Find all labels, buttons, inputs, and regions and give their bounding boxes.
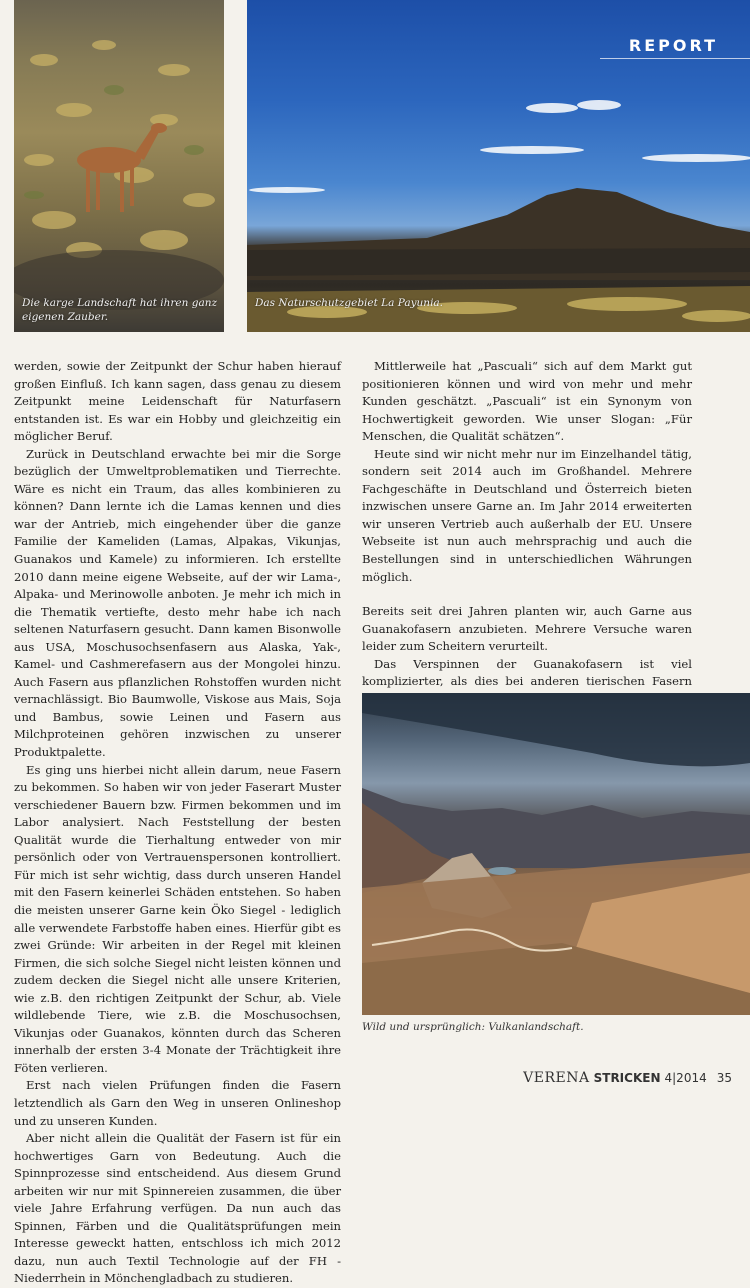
page-footer [523,1070,732,1086]
page-number: 35 [716,1071,732,1085]
paragraph-gap [362,586,692,603]
photo-guanaco-landscape [14,0,224,332]
paragraph: Aber nicht allein die Qualität der Fasern ist für ein hochwertiges Garn von Bedeutung. Auch die Spinnprozesse sind entscheidend. Aus diesem Grund arbeiten wir nur mit Spinnereien zusammen, die über viele Jahre Erfahrung verfügen. Da nun auch das Spinnen, Färben und die Qualitätsprüfungen mein Interesse geweckt hatten, entschloss ich mich 2012 dazu, nun auch Textil Technologie auf der FH - Niederrhein in Mönchengladbach zu studieren. [14,1131,341,1286]
footer-issue: 4|2014 [664,1071,707,1085]
paragraph: Mittlerweile hat „Pascuali“ sich auf dem Markt gut positionieren können und wird von mehr und mehr Kunden geschätzt. „Pascuali“ ist ein Synonym von Hochwertigkeit geworden. Wie unser Slogan: „Für Menschen, die Qualität schätzen“. [362,359,692,444]
footer-brand: VERENA [523,1070,590,1086]
guanaco-landscape-illustration [14,0,224,332]
article-column-left [14,358,341,1288]
photo-caption-right: Das Naturschutzgebiet La Payunia. [255,297,444,309]
footer-magazine: STRICKEN [593,1071,661,1085]
paragraph: Es ging uns hierbei nicht allein darum, neue Fasern zu bekommen. So haben wir von jeder Faserart Muster verschiedener Bauern bzw. Firmen bekommen und im Labor analysiert. Nach Feststellung der besten Qualität wurde die Tierhaltung entweder von mir persönlich oder von Vertrauenspersonen kontrolliert. Für mich ist sehr wichtig, dass durch unseren Handel mit den Fasern keinerlei Schäden entstehen. So haben die meisten unserer Garne kein Öko Siegel - lediglich alle verwendete Farbstoffe haben eines. Hierfür gibt es zwei Gründe: Wir arbeiten in der Regel mit kleinen Firmen, die sich solche Siegel nicht leisten können und zudem decken die Siegel nicht alle unsere Kriterien, wie z.B. den richtigen Zeitpunkt der Schur, ab. Viele wildlebende Tiere, wie z.B. die Moschusochsen, Vikunjas oder Guanakos, könnten durch das Scheren innerhalb der ersten 3-4 Monate der Trächtigkeit ihre Föten verlieren. [14,762,341,1075]
photo-volcanic-landscape [362,693,750,1015]
photo-caption-bottom: Wild und ursprünglich: Vulkanlandschaft. [362,1021,584,1033]
paragraph: Erst nach vielen Prüfungen finden die Fasern letztendlich als Garn den Weg in unseren Onlineshop und zu unseren Kunden. [14,1078,341,1128]
paragraph: Zurück in Deutschland erwachte bei mir die Sorge bezüglich der Umweltproblematiken und Tierrechte. Wäre es nicht ein Traum, das alles kombinieren zu können? Dann lernte ich die Lamas kennen und dies war der Antrieb, mich eingehender über die ganze Familie der Kameliden (Lamas, Alpakas, Vikunjas, Guanakos und Kamele) zu informieren. Ich erstellte 2010 dann meine eigene Webseite, auf der wir Lama-, Alpaka- und Merinowolle anboten. Je mehr ich mich in die Thematik vertiefte, desto mehr habe ich nach seltenen Naturfasern gesucht. Dann kamen Bisonwolle aus USA, Moschusochsenfasern aus Alaska, Yak-, Kamel- und Cashmerefasern aus der Mongolei hinzu. Auch Fasern aus pflanzlichen Rohstoffen wurden nicht vernachlässigt. Bio Baumwolle, Viskose aus Mais, Soja und Bambus, sowie Leinen und Fasern aus Milchproteinen gehören inzwischen zu unserer Produktpalette. [14,446,341,760]
volcanic-valley-illustration [362,693,750,1015]
section-label-rule [600,58,750,59]
section-label-report: REPORT [628,36,718,55]
paragraph: Heute sind wir nicht mehr nur im Einzelhandel tätig, sondern seit 2014 auch im Großhandel. Mehrere Fachgeschäfte in Deutschland und Österreich bieten inzwischen unsere Garne an. Im Jahr 2014 erweiterten wir unseren Vertrieb auch außerhalb der EU. Unsere Webseite ist nun auch mehrsprachig und auch die Bestellungen sind in unterschiedlichen Währungen möglich. [362,446,692,584]
paragraph: Das Verspinnen der Guanakofasern ist viel komplizierter, als dies bei anderen tierischen Fasern [362,656,692,689]
photo-caption-left: Die karge Landschaft hat ihren ganz eigenen Zauber. [22,297,218,323]
paragraph: Bereits seit drei Jahren planten wir, auch Garne aus Guanakofasern anzubieten. Mehrere Versuche waren leider zum Scheitern verurteilt. [362,604,692,654]
paragraph: werden, sowie der Zeitpunkt der Schur haben hierauf großen Einfluß. Ich kann sagen, dass genau zu diesem Zeitpunkt meine Leidenschaft für Naturfasern entstanden ist. Es war ein Hobby und gleichzeitig ein möglicher Beruf. [14,359,341,444]
photo-la-payunia [247,0,750,332]
